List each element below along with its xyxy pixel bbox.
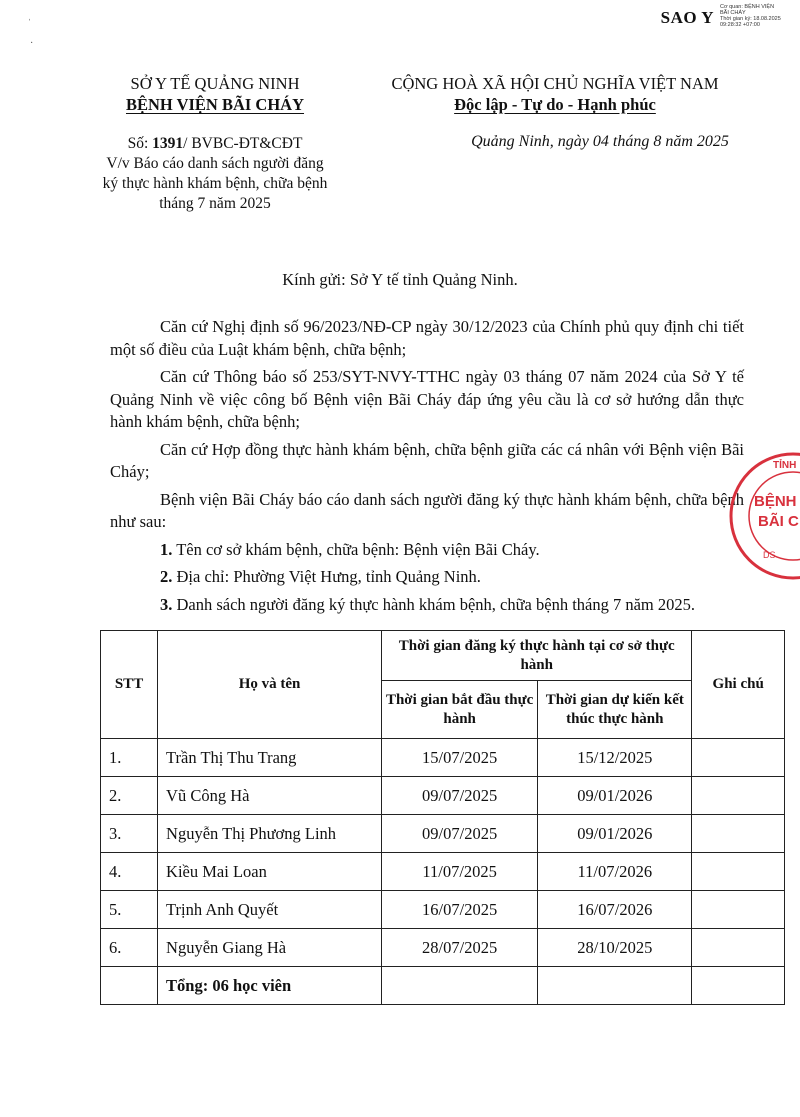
cell-end	[538, 967, 692, 1005]
national-motto: Độc lập - Tự do - Hạnh phúc	[454, 95, 656, 114]
cell-note	[692, 739, 785, 777]
list-item: 3. Danh sách người đăng ký thực hành khám bệnh, chữa bệnh tháng 7 năm 2025.	[160, 594, 696, 614]
seal-text-mid2: BÃI C	[758, 513, 799, 530]
cell-start: 11/07/2025	[382, 853, 538, 891]
cell-name: Trịnh Anh Quyết	[158, 891, 382, 929]
issuer-header	[92, 73, 338, 115]
header-end: Thời gian dự kiến kết thúc thực hành	[538, 681, 692, 739]
seal-text-mid1: BỆNH	[754, 493, 797, 510]
list-item: 1. Tên cơ sở khám bệnh, chữa bệnh: Bệnh viện Bãi Cháy.	[160, 539, 540, 559]
table-row	[101, 815, 785, 853]
scan-mark: ˌ	[28, 10, 32, 21]
agency-name: SỞ Y TẾ QUẢNG NINH	[130, 74, 300, 93]
document-number-block	[92, 134, 338, 214]
subject-line: ký thực hành khám bệnh, chữa bệnh	[102, 175, 328, 192]
paragraph: Bệnh viện Bãi Cháy báo cáo danh sách người đăng ký thực hành khám bệnh, chữa bệnh như sau:	[110, 489, 744, 531]
total-row	[101, 967, 785, 1005]
cell-name: Nguyễn Thị Phương Linh	[158, 815, 382, 853]
cell-note	[692, 815, 785, 853]
subject-line: V/v Báo cáo danh sách người đăng	[106, 155, 324, 172]
paragraph: Căn cứ Thông báo số 253/SYT-NVY-TTHC ngày 03 tháng 07 năm 2024 của Sở Y tế Quảng Ninh về việc công bố Bệnh viện Bãi Cháy đáp ứng yêu cầu là cơ sở hướng dẫn thực hành khám bệnh, chữa bệnh;	[110, 367, 744, 431]
cell-end: 09/01/2026	[538, 815, 692, 853]
cell-end: 11/07/2026	[538, 853, 692, 891]
cell-name: Kiều Mai Loan	[158, 853, 382, 891]
unit-name: BỆNH VIỆN BÃI CHÁY	[125, 95, 305, 114]
cell-note	[692, 929, 785, 967]
paragraph: Căn cứ Nghị định số 96/2023/NĐ-CP ngày 30/12/2023 của Chính phủ quy định chi tiết một số điều của Luật khám bệnh, chữa bệnh;	[110, 317, 744, 359]
table-row	[101, 739, 785, 777]
cell-note	[692, 967, 785, 1005]
cell-end: 15/12/2025	[538, 739, 692, 777]
cell-stt: 4.	[101, 853, 158, 891]
recipient-line: Kính gửi: Sở Y tế tỉnh Quảng Ninh.	[282, 270, 518, 289]
cell-start: 09/07/2025	[382, 777, 538, 815]
trainee-table	[100, 630, 785, 1005]
cell-start: 15/07/2025	[382, 739, 538, 777]
table-row	[101, 853, 785, 891]
cell-name: Trần Thị Thu Trang	[158, 739, 382, 777]
header-stt: STT	[101, 631, 158, 739]
cell-end: 09/01/2026	[538, 777, 692, 815]
paragraph: Căn cứ Hợp đồng thực hành khám bệnh, chữa bệnh giữa các cá nhân với Bệnh viện Bãi Cháy;	[110, 439, 744, 481]
cell-note	[692, 853, 785, 891]
document-number: Số: 1391/ BVBC-ĐT&CĐT	[127, 135, 303, 152]
cell-start: 28/07/2025	[382, 929, 538, 967]
cell-note	[692, 891, 785, 929]
copy-mark: SAO Y	[660, 8, 714, 27]
cell-start: 09/07/2025	[382, 815, 538, 853]
digital-signature-block: Cơ quan: BỆNH VIỆN BÃI CHÁY Thời gian ký: 18.08.2025 09:28:32 +07:00	[720, 4, 781, 28]
total-label: Tổng: 06 học viên	[158, 967, 382, 1005]
seal-text-top: TỈNH	[773, 460, 797, 471]
cell-end: 28/10/2025	[538, 929, 692, 967]
seal-mark: DS	[763, 550, 776, 560]
header-period-group: Thời gian đăng ký thực hành tại cơ sở thực hành	[382, 631, 692, 681]
header-start: Thời gian bắt đầu thực hành	[382, 681, 538, 739]
place-date: Quảng Ninh, ngày 04 tháng 8 năm 2025	[471, 133, 729, 150]
cell-stt: 3.	[101, 815, 158, 853]
cell-start: 16/07/2025	[382, 891, 538, 929]
cell-name: Vũ Công Hà	[158, 777, 382, 815]
cell-end: 16/07/2026	[538, 891, 692, 929]
subject-line: tháng 7 năm 2025	[159, 195, 271, 212]
table-row	[101, 891, 785, 929]
cell-name: Nguyễn Giang Hà	[158, 929, 382, 967]
cell-stt	[101, 967, 158, 1005]
document-body	[110, 316, 744, 621]
header-name: Họ và tên	[158, 631, 382, 739]
cell-note	[692, 777, 785, 815]
table-row	[101, 777, 785, 815]
cell-stt: 5.	[101, 891, 158, 929]
national-title: CỘNG HOÀ XÃ HỘI CHỦ NGHĨA VIỆT NAM	[391, 74, 719, 93]
official-seal	[718, 446, 800, 586]
cell-stt: 2.	[101, 777, 158, 815]
cell-stt: 6.	[101, 929, 158, 967]
table-row	[101, 929, 785, 967]
header-note: Ghi chú	[692, 631, 785, 739]
cell-start	[382, 967, 538, 1005]
national-header	[350, 73, 760, 115]
scan-mark: ·	[30, 38, 34, 49]
list-item: 2. Địa chỉ: Phường Việt Hưng, tỉnh Quảng Ninh.	[160, 567, 481, 586]
cell-stt: 1.	[101, 739, 158, 777]
